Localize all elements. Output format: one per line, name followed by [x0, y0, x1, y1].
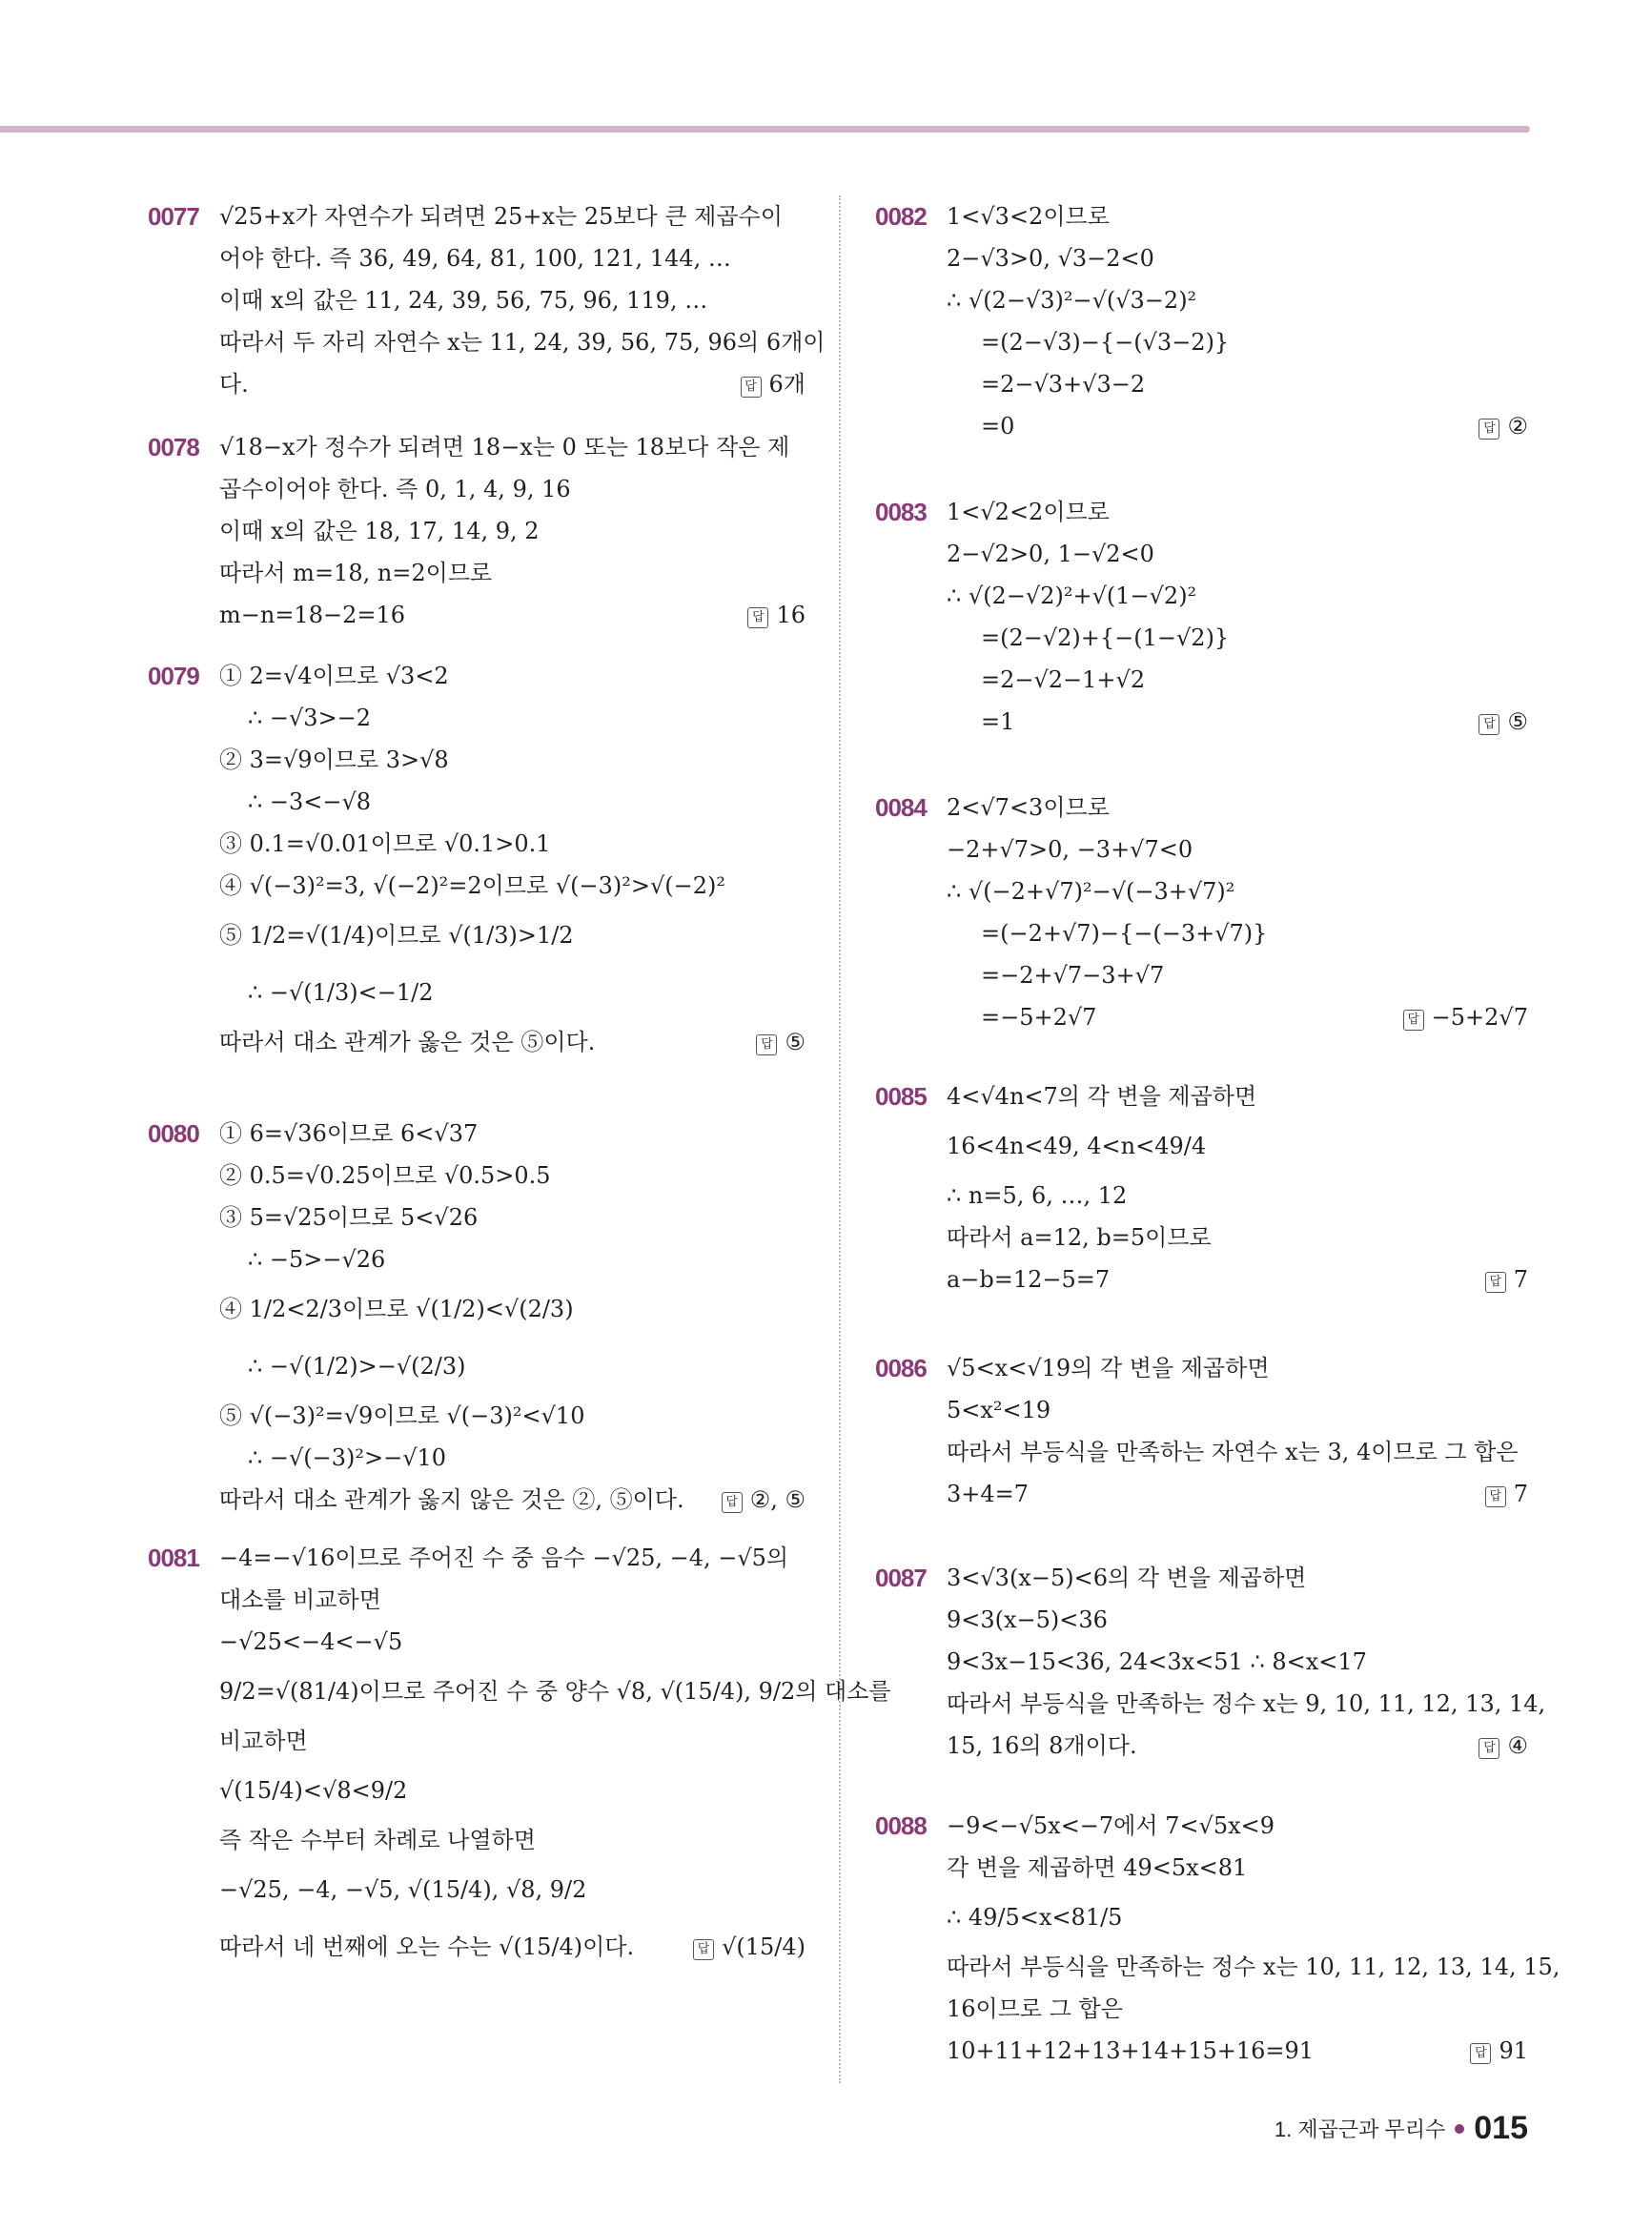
solution-line: √25+x가 자연수가 되려면 25+x는 25보다 큰 제곱수이 — [219, 203, 783, 230]
problem-0082 — [875, 195, 1528, 491]
solution-line: ② 3=√9이므로 3>√8 — [219, 747, 449, 773]
answer-icon: 답 — [1470, 2043, 1491, 2064]
problem-number: 0079 — [148, 662, 199, 690]
solution-line: 비교하면 — [219, 1728, 308, 1754]
answer-value: ②, ⑤ — [749, 1486, 806, 1513]
answer-value: 6개 — [768, 371, 806, 398]
answer-icon: 답 — [1479, 1738, 1499, 1759]
solution-line: =(2−√3)−{−(√3−2)} — [981, 329, 1230, 356]
solution-line: 2−√3>0, √3−2<0 — [947, 245, 1154, 272]
solution-line: ④ √(−3)²=3, √(−2)²=2이므로 √(−3)²>√(−2)² — [219, 872, 726, 899]
solution-line: 따라서 부등식을 만족하는 정수 x는 9, 10, 11, 12, 13, 14, — [947, 1690, 1546, 1717]
answer — [741, 363, 806, 405]
solution-line: 각 변을 제곱하면 49<5x<81 — [947, 1854, 1248, 1881]
solution-line: ∴ −5>−√26 — [248, 1246, 386, 1273]
left-column — [148, 195, 891, 1975]
problem-0078 — [148, 426, 806, 655]
solution-line: 16이므로 그 합은 — [947, 1995, 1123, 2022]
solution-line: −9<−√5x<−7에서 7<√5x<9 — [947, 1812, 1275, 1839]
solution-line: 곱수이어야 한다. 즉 0, 1, 4, 9, 16 — [219, 476, 571, 502]
problem-number: 0077 — [148, 202, 199, 231]
chapter-title: 1. 제곱근과 무리수 — [1274, 2117, 1446, 2141]
page-footer — [1275, 2110, 1528, 2147]
answer-value: −5+2√7 — [1431, 1004, 1528, 1031]
answer-icon: 답 — [1479, 714, 1499, 735]
problem-0079 — [148, 655, 806, 1113]
solution-line: 9<3x−15<36, 24<3x<51 ∴ 8<x<17 — [947, 1648, 1367, 1675]
solution-line: ∴ −3<−√8 — [248, 788, 372, 815]
answer — [1479, 1725, 1528, 1767]
page-number: 015 — [1474, 2110, 1528, 2146]
solution-line: −2+√7>0, −3+√7<0 — [947, 836, 1193, 863]
problem-number: 0081 — [148, 1544, 199, 1572]
solution-line: =1 — [981, 708, 1015, 735]
solution-line: −√25, −4, −√5, √(15/4), √8, 9/2 — [219, 1876, 587, 1903]
solution-line: ∴ n=5, 6, …, 12 — [947, 1182, 1128, 1209]
answer-icon: 답 — [756, 1034, 777, 1055]
column-divider — [839, 195, 841, 2083]
answer — [1485, 1258, 1528, 1300]
solution-line: ③ 0.1=√0.01이므로 √0.1>0.1 — [219, 830, 551, 857]
problem-0080 — [148, 1113, 806, 1537]
answer-value: ⑤ — [785, 1029, 806, 1055]
solution-line: √18−x가 정수가 되려면 18−x는 0 또는 18보다 작은 제 — [219, 434, 790, 460]
answer-icon: 답 — [1485, 1486, 1506, 1507]
solution-line: ④ 1/2<2/3이므로 √(1/2)<√(2/3) — [219, 1296, 574, 1322]
solution-line: ∴ −√3>−2 — [248, 705, 372, 731]
solution-line: 9<3(x−5)<36 — [947, 1606, 1108, 1633]
problem-0081 — [148, 1537, 891, 1975]
answer-icon: 답 — [747, 607, 768, 628]
answer-icon: 답 — [1403, 1010, 1424, 1031]
solution-line: 1<√3<2이므로 — [947, 203, 1110, 230]
solution-line: 따라서 부등식을 만족하는 자연수 x는 3, 4이므로 그 합은 — [947, 1439, 1519, 1465]
solution-line: 어야 한다. 즉 36, 49, 64, 81, 100, 121, 144, … — [219, 245, 731, 272]
solution-line: ∴ √(−2+√7)²−√(−3+√7)² — [947, 878, 1235, 905]
problem-0085 — [875, 1075, 1528, 1347]
answer — [1485, 1473, 1528, 1515]
solution-line: 즉 작은 수부터 차례로 나열하면 — [219, 1827, 536, 1853]
answer-icon: 답 — [693, 1939, 714, 1960]
solution-line: 이때 x의 값은 11, 24, 39, 56, 75, 96, 119, … — [219, 287, 708, 314]
solution-line: ② 0.5=√0.25이므로 √0.5>0.5 — [219, 1162, 551, 1189]
problem-number: 0082 — [875, 202, 927, 231]
solution-line: 2−√2>0, 1−√2<0 — [947, 541, 1154, 567]
problem-number: 0084 — [875, 793, 927, 822]
solution-line: =0 — [981, 413, 1015, 440]
right-column — [875, 195, 1560, 2072]
solution-line: 따라서 a=12, b=5이므로 — [947, 1224, 1212, 1251]
solution-line: −4=−√16이므로 주어진 수 중 음수 −√25, −4, −√5의 — [219, 1545, 789, 1571]
solution-line: 다. — [219, 371, 249, 398]
solution-line: 9/2=√(81/4)이므로 주어진 수 중 양수 √8, √(15/4), 9/2의 대소를 — [219, 1678, 891, 1705]
solution-line: −√25<−4<−√5 — [219, 1628, 403, 1655]
answer-icon: 답 — [1485, 1272, 1506, 1293]
answer — [1479, 701, 1528, 743]
solution-line: 따라서 대소 관계가 옳지 않은 것은 ②, ⑤이다. — [219, 1486, 684, 1513]
solution-line: ⑤ 1/2=√(1/4)이므로 √(1/3)>1/2 — [219, 922, 574, 949]
answer-value: 91 — [1499, 2037, 1528, 2064]
solution-line: ⑤ √(−3)²=√9이므로 √(−3)²<√10 — [219, 1402, 585, 1429]
solution-line: 대소를 비교하면 — [219, 1586, 381, 1613]
solution-line: √(15/4)<√8<9/2 — [219, 1777, 408, 1804]
solution-line: 따라서 네 번째에 오는 수는 √(15/4)이다. — [219, 1933, 635, 1960]
solution-line: ③ 5=√25이므로 5<√26 — [219, 1204, 479, 1231]
solution-line: ∴ √(2−√3)²−√(√3−2)² — [947, 287, 1197, 314]
solution-line: =(−2+√7)−{−(−3+√7)} — [981, 920, 1268, 947]
solution-line: 이때 x의 값은 18, 17, 14, 9, 2 — [219, 518, 540, 544]
answer-value: 7 — [1513, 1266, 1528, 1293]
answer — [756, 1021, 806, 1063]
problem-number: 0080 — [148, 1119, 199, 1148]
solution-line: √5<x<√19의 각 변을 제곱하면 — [947, 1355, 1270, 1381]
problem-number: 0078 — [148, 433, 199, 461]
solution-line: 1<√2<2이므로 — [947, 499, 1110, 525]
solution-line: =−5+2√7 — [981, 1004, 1097, 1031]
answer — [1403, 996, 1528, 1038]
answer-value: 16 — [776, 602, 806, 628]
problem-number: 0086 — [875, 1354, 927, 1382]
solution-line: 따라서 대소 관계가 옳은 것은 ⑤이다. — [219, 1029, 596, 1055]
answer-value: ⑤ — [1507, 708, 1528, 735]
solution-line: ① 6=√36이므로 6<√37 — [219, 1120, 479, 1147]
solution-line: m−n=18−2=16 — [219, 602, 405, 628]
answer — [722, 1479, 806, 1521]
solution-line: =2−√3+√3−2 — [981, 371, 1146, 398]
solution-line: ∴ −√(−3)²>−√10 — [248, 1444, 447, 1471]
solution-line: =−2+√7−3+√7 — [981, 962, 1165, 989]
solution-line: ∴ 49/5<x<81/5 — [947, 1904, 1123, 1931]
solution-line: 4<√4n<7의 각 변을 제곱하면 — [947, 1083, 1257, 1110]
solution-line: ∴ −√(1/3)<−1/2 — [248, 979, 434, 1006]
solution-line: ∴ −√(1/2)>−√(2/3) — [248, 1353, 466, 1380]
solution-line: 10+11+12+13+14+15+16=91 — [947, 2037, 1315, 2064]
solution-line: 3<√3(x−5)<6의 각 변을 제곱하면 — [947, 1565, 1307, 1591]
problem-0087 — [875, 1557, 1546, 1805]
answer-value: 7 — [1513, 1481, 1528, 1507]
solution-line: 16<4n<49, 4<n<49/4 — [947, 1133, 1207, 1159]
answer — [693, 1918, 806, 1975]
solution-line: ∴ √(2−√2)²+√(1−√2)² — [947, 583, 1197, 609]
problem-0086 — [875, 1347, 1528, 1557]
answer — [1470, 2030, 1528, 2072]
bullet-icon — [1455, 2124, 1464, 2134]
solution-line: 따라서 부등식을 만족하는 정수 x는 10, 11, 12, 13, 14, 15, — [947, 1954, 1560, 1980]
problem-0077 — [148, 195, 826, 398]
answer — [1479, 405, 1528, 447]
problem-number: 0087 — [875, 1564, 927, 1592]
solution-line: 5<x²<19 — [947, 1397, 1051, 1423]
top-rule — [0, 126, 1530, 133]
solution-line: 2<√7<3이므로 — [947, 794, 1110, 821]
solution-line: 15, 16의 8개이다. — [947, 1732, 1137, 1759]
answer-icon: 답 — [1479, 419, 1499, 440]
solution-line: ① 2=√4이므로 √3<2 — [219, 663, 449, 689]
solution-line: =(2−√2)+{−(1−√2)} — [981, 624, 1230, 651]
answer — [747, 594, 806, 636]
answer-value: ④ — [1507, 1732, 1528, 1759]
problem-0083 — [875, 491, 1528, 787]
problem-number: 0085 — [875, 1082, 927, 1111]
solution-line: 따라서 두 자리 자연수 x는 11, 24, 39, 56, 75, 96의 6개이 — [219, 329, 826, 356]
problem-0084 — [875, 787, 1528, 1075]
answer-value: √(15/4) — [722, 1933, 806, 1960]
answer-icon: 답 — [741, 377, 762, 398]
answer-value: ② — [1507, 413, 1528, 440]
solution-line: 3+4=7 — [947, 1481, 1030, 1507]
solution-line: =2−√2−1+√2 — [981, 666, 1146, 693]
solution-line: 따라서 m=18, n=2이므로 — [219, 560, 493, 586]
problem-number: 0083 — [875, 498, 927, 526]
problem-number: 0088 — [875, 1811, 927, 1840]
problem-0088 — [875, 1805, 1560, 2072]
solution-line: a−b=12−5=7 — [947, 1266, 1111, 1293]
answer-icon: 답 — [722, 1492, 743, 1513]
